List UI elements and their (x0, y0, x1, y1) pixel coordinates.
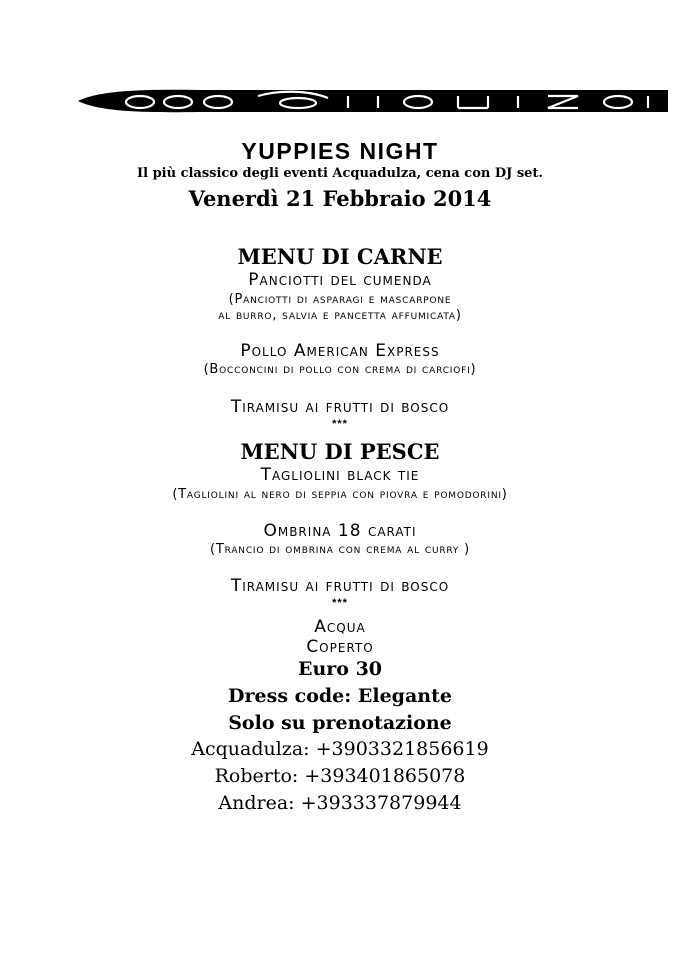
logo-graphic (78, 88, 668, 114)
pesce-dish2-desc: (Trancio di ombrina con crema al curry ) (210, 542, 470, 557)
carne-dish1-name: Panciotti del cumenda (248, 270, 432, 290)
contact-acquadulza: Acquadulza: +3903321856619 (191, 738, 489, 760)
pesce-dish2-name: Ombrina 18 carati (263, 521, 417, 541)
pesce-separator: *** (332, 597, 348, 609)
carne-separator: *** (332, 418, 348, 430)
carne-dish2-name: Pollo American Express (240, 341, 440, 361)
carne-dessert: Tiramisu ai frutti di bosco (230, 397, 450, 417)
dress-code: Dress code: Elegante (228, 685, 452, 707)
pesce-dish1-desc: (Tagliolini al nero di seppia con piovra e pomodorini) (172, 487, 508, 502)
event-subtitle: Il più classico degli eventi Acquadulza, cena con DJ set. (137, 166, 543, 181)
contact-andrea: Andrea: +393337879944 (218, 792, 462, 814)
carne-dish1-desc-line1: (Panciotti di asparagi e mascarpone (228, 292, 452, 307)
booking-note: Solo su prenotazione (228, 712, 452, 734)
carne-dish1-desc-line2: al burro, salvia e pancetta affumicata) (218, 308, 462, 323)
event-title: YUPPIES NIGHT (241, 138, 439, 164)
event-date: Venerdì 21 Febbraio 2014 (188, 186, 492, 211)
extra-water: Acqua (314, 617, 366, 637)
price: Euro 30 (297, 658, 383, 680)
menu-pesce-heading: MENU DI PESCE (240, 439, 440, 464)
carne-dish2-desc: (Bocconcini di pollo con crema di carciofi) (203, 362, 477, 377)
pesce-dish1-name: Tagliolini black tie (260, 465, 420, 485)
acquadulza-logo (78, 88, 668, 114)
pesce-dessert: Tiramisu ai frutti di bosco (230, 576, 450, 596)
extra-cover: Coperto (306, 637, 374, 657)
menu-carne-heading: MENU DI CARNE (237, 244, 443, 269)
contact-roberto: Roberto: +393401865078 (214, 765, 466, 787)
